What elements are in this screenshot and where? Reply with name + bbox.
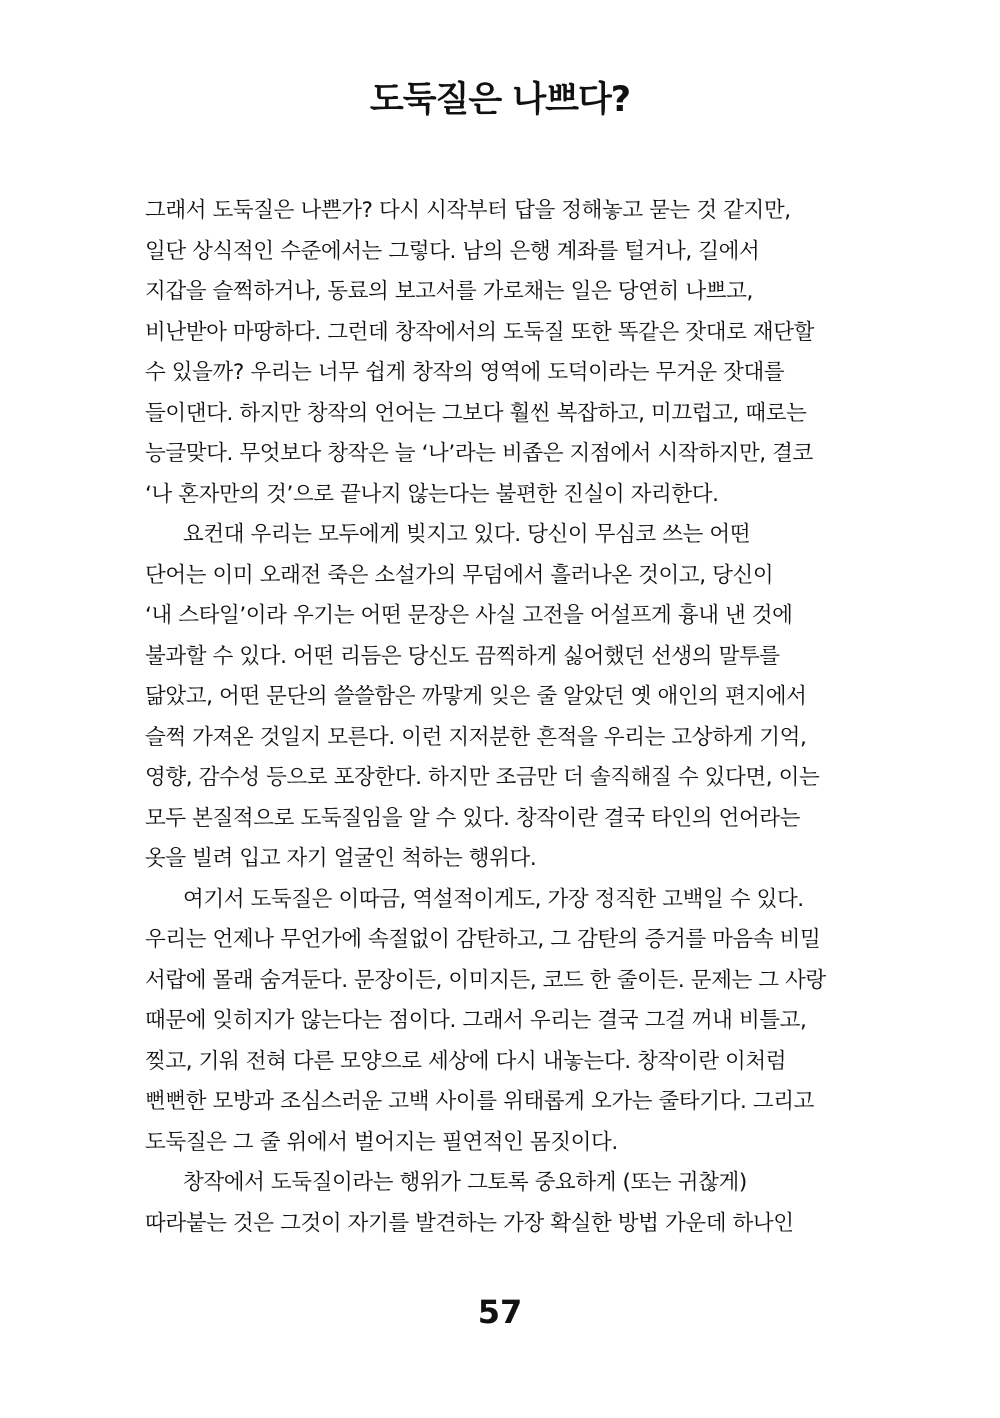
text-line: 비난받아 마땅하다. 그런데 창작에서의 도둑질 또한 똑같은 잣대로 재단할	[145, 319, 814, 345]
page-title: 도둑질은 나쁘다?	[369, 80, 631, 120]
text-line: 영향, 감수성 등으로 포장한다. 하지만 조금만 더 솔직해질 수 있다면, 이는	[145, 765, 820, 790]
text-line: 불과할 수 있다. 어떤 리듬은 당신도 끔찍하게 싫어했던 선생의 말투를	[145, 643, 780, 669]
text-line: ‘내 스타일’이라 우기는 어떤 문장은 사실 고전을 어설프게 흉내 낸 것에	[145, 603, 793, 628]
text-line: 여기서 도둑질은 이따금, 역설적이게도, 가장 정직한 고백일 수 있다.	[183, 886, 804, 912]
text-line: 창작에서 도둑질이라는 행위가 그토록 중요하게 (또는 귀찮게)	[183, 1170, 747, 1195]
text-line: 지갑을 슬쩍하거나, 동료의 보고서를 가로채는 일은 당연히 나쁘고,	[145, 279, 753, 304]
text-line: 그래서 도둑질은 나쁜가? 다시 시작부터 답을 정해놓고 묻는 것 같지만,	[145, 198, 791, 223]
text-line: 때문에 잊히지가 않는다는 점이다. 그래서 우리는 결국 그걸 꺼내 비틀고,	[145, 1008, 807, 1033]
page-number: 57	[477, 1293, 523, 1331]
text-line: 서랍에 몰래 숨겨둔다. 문장이든, 이미지든, 코드 한 줄이든. 문제는 그 사랑	[145, 967, 826, 993]
text-line: 옷을 빌려 입고 자기 얼굴인 척하는 행위다.	[145, 846, 537, 871]
text-line: 닮았고, 어떤 문단의 쓸쓸함은 까맣게 잊은 줄 알았던 옛 애인의 편지에서	[145, 684, 807, 709]
text-line: 일단 상식적인 수준에서는 그렇다. 남의 은행 계좌를 털거나, 길에서	[145, 238, 760, 264]
text-line: 도둑질은 그 줄 위에서 벌어지는 필연적인 몸짓이다.	[145, 1129, 618, 1155]
text-line: 능글맞다. 무엇보다 창작은 늘 ‘나’라는 비좁은 지점에서 시작하지만, 결코	[145, 441, 813, 466]
text-line: 수 있을까? 우리는 너무 쉽게 창작의 영역에 도덕이라는 무거운 잣대를	[145, 360, 785, 385]
text-line: 따라붙는 것은 그것이 자기를 발견하는 가장 확실한 방법 가운데 하나인	[145, 1210, 794, 1236]
text-line: 요컨대 우리는 모두에게 빚지고 있다. 당신이 무심코 쓰는 어떤	[183, 522, 751, 547]
text-line: 슬쩍 가져온 것일지 모른다. 이런 지저분한 흔적을 우리는 고상하게 기억,	[145, 724, 807, 750]
text-line: 우리는 언제나 무언가에 속절없이 감탄하고, 그 감탄의 증거를 마음속 비밀	[145, 927, 821, 952]
text-line: 모두 본질적으로 도둑질임을 알 수 있다. 창작이란 결국 타인의 언어라는	[145, 805, 801, 831]
text-line: 단어는 이미 오래전 죽은 소설가의 무덤에서 흘러나온 것이고, 당신이	[145, 562, 774, 588]
body-text	[145, 191, 865, 1244]
text-line: 찢고, 기워 전혀 다른 모양으로 세상에 다시 내놓는다. 창작이란 이처럼	[145, 1048, 787, 1074]
text-line: ‘나 혼자만의 것’으로 끝나지 않는다는 불편한 진실이 자리한다.	[145, 481, 719, 507]
text-line: 뻔뻔한 모방과 조심스러운 고백 사이를 위태롭게 오가는 줄타기다. 그리고	[145, 1089, 814, 1114]
text-line: 들이댄다. 하지만 창작의 언어는 그보다 훨씬 복잡하고, 미끄럽고, 때로는	[145, 400, 807, 426]
